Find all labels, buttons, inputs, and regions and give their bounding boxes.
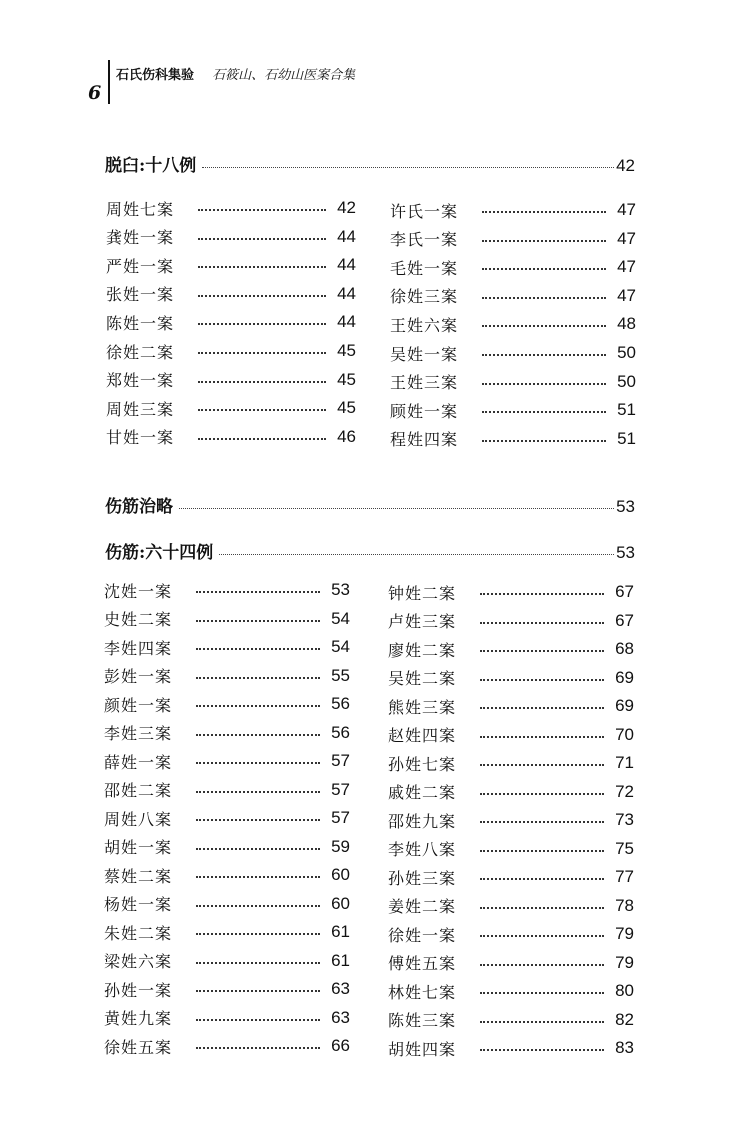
- leader-dots: [482, 411, 606, 413]
- entry-page: 60: [331, 865, 350, 884]
- entry-page: 83: [615, 1038, 634, 1057]
- toc-entry: [388, 808, 634, 832]
- leader-dots: [482, 354, 606, 356]
- section-title: 伤筋治略: [105, 497, 173, 517]
- leader-dots: [196, 648, 320, 650]
- entry-page: 56: [331, 694, 350, 713]
- toc-entry: [388, 694, 634, 718]
- leader-dots: [196, 848, 320, 850]
- entry-name: 戚姓二案: [388, 783, 457, 802]
- entry-name: 徐姓一案: [388, 925, 457, 945]
- leader-dots: [196, 620, 320, 622]
- toc-entry: [106, 339, 356, 363]
- leader-dots: [480, 992, 604, 994]
- toc-entry: [388, 609, 634, 633]
- entry-name: 龚姓一案: [106, 228, 175, 248]
- entry-page: 80: [615, 981, 634, 1000]
- entry-name: 李氏一案: [390, 230, 459, 250]
- leader-dots: [480, 907, 604, 909]
- entry-page: 42: [337, 198, 356, 217]
- leader-dots: [196, 933, 320, 935]
- toc-entry: [390, 341, 636, 365]
- entry-name: 沈姓一案: [104, 581, 173, 601]
- toc-entry: [106, 310, 356, 334]
- entry-page: 78: [615, 895, 634, 915]
- toc-entry: [106, 396, 356, 420]
- toc-entry: [104, 1006, 350, 1030]
- entry-page: 54: [331, 637, 350, 656]
- entry-name: 薛姓一案: [104, 752, 173, 772]
- entry-page: 50: [617, 371, 636, 391]
- leader-dots: [480, 1049, 604, 1051]
- toc-entry: [388, 837, 634, 861]
- leader-dots: [202, 167, 614, 168]
- toc-entry: [388, 637, 634, 661]
- leader-dots: [480, 793, 604, 795]
- leader-dots: [480, 964, 604, 966]
- entry-page: 50: [617, 343, 636, 362]
- toc-entry: [104, 635, 350, 659]
- entry-name: 徐姓五案: [104, 1037, 173, 1057]
- toc-entry: [388, 580, 634, 604]
- leader-dots: [198, 352, 326, 354]
- leader-dots: [480, 821, 604, 823]
- leader-dots: [482, 211, 606, 213]
- running-header: [116, 64, 355, 83]
- leader-dots: [482, 440, 606, 442]
- entry-name: 颜姓一案: [104, 695, 173, 715]
- entry-name: 孙姓三案: [388, 868, 457, 888]
- toc-entry: [390, 227, 636, 251]
- toc-entry: [388, 780, 634, 804]
- entry-page: 47: [617, 285, 636, 305]
- entry-name: 孙姓七案: [388, 754, 457, 774]
- toc-entry: [388, 1036, 634, 1060]
- section-heading-tendon-treatment: [105, 491, 635, 517]
- entry-name: 许氏一案: [390, 201, 459, 221]
- entry-page: 47: [617, 257, 636, 277]
- toc-entry: [106, 425, 356, 449]
- entry-name: 陈姓一案: [106, 313, 175, 333]
- entry-page: 67: [615, 582, 634, 601]
- entry-name: 史姓二案: [104, 610, 173, 629]
- entry-page: 63: [331, 1007, 350, 1027]
- entry-page: 61: [331, 950, 350, 970]
- entry-name: 孙姓一案: [104, 980, 173, 1000]
- toc-entry: [388, 751, 634, 775]
- toc-entry: [104, 806, 350, 830]
- leader-dots: [198, 266, 326, 268]
- leader-dots: [482, 268, 606, 270]
- leader-dots: [482, 325, 606, 327]
- entry-page: 44: [337, 226, 356, 246]
- book-title: 石氏伤科集验: [116, 68, 195, 83]
- leader-dots: [196, 762, 320, 764]
- leader-dots: [480, 736, 604, 738]
- leader-dots: [196, 876, 320, 878]
- entry-page: 45: [337, 369, 356, 389]
- entry-page: 61: [331, 922, 350, 941]
- entry-page: 79: [615, 952, 634, 972]
- leader-dots: [196, 1019, 320, 1021]
- toc-entry: [104, 578, 350, 602]
- entry-name: 周姓三案: [106, 399, 175, 419]
- header-rule: [108, 60, 110, 104]
- entry-page: 69: [615, 696, 634, 715]
- toc-entry: [104, 892, 350, 916]
- section-heading-tendon: [105, 537, 635, 563]
- entry-name: 顾姓一案: [390, 401, 459, 421]
- entry-name: 王姓六案: [390, 315, 459, 335]
- book-subtitle: 石筱山、石幼山医案合集: [212, 68, 356, 83]
- entry-page: 82: [615, 1009, 634, 1029]
- toc-entry: [388, 951, 634, 975]
- leader-dots: [196, 734, 320, 736]
- leader-dots: [480, 764, 604, 766]
- entry-page: 47: [617, 200, 636, 219]
- entry-name: 胡姓四案: [388, 1039, 457, 1059]
- entry-name: 黄姓九案: [104, 1009, 173, 1028]
- entry-page: 54: [331, 608, 350, 628]
- leader-dots: [196, 962, 320, 964]
- leader-dots: [219, 554, 614, 555]
- section-title: 脱臼:十八例: [105, 156, 197, 176]
- toc-entry: [106, 282, 356, 306]
- toc-entry: [388, 1008, 634, 1032]
- entry-page: 48: [617, 314, 636, 334]
- toc-entry: [104, 664, 350, 688]
- leader-dots: [198, 323, 326, 325]
- toc-entry: [104, 863, 350, 887]
- toc-entry: [106, 253, 356, 277]
- entry-page: 57: [331, 751, 350, 770]
- entry-name: 彭姓一案: [104, 667, 173, 686]
- toc-entry: [390, 398, 636, 422]
- entry-name: 赵姓四案: [388, 726, 457, 745]
- toc-entry: [104, 977, 350, 1001]
- entry-name: 朱姓二案: [104, 923, 173, 943]
- entry-page: 44: [337, 283, 356, 303]
- toc-entry: [104, 721, 350, 745]
- entry-page: 46: [337, 426, 356, 446]
- entry-name: 甘姓一案: [106, 428, 175, 448]
- toc-entry: [106, 368, 356, 392]
- entry-page: 71: [615, 753, 634, 772]
- section-page: 53: [616, 497, 635, 516]
- entry-name: 李姓四案: [104, 638, 173, 658]
- leader-dots: [196, 591, 320, 593]
- leader-dots: [482, 297, 606, 299]
- leader-dots: [196, 819, 320, 821]
- entry-name: 徐姓三案: [390, 287, 459, 307]
- toc-entry: [104, 835, 350, 859]
- toc-entry: [388, 894, 634, 918]
- entry-name: 廖姓二案: [388, 640, 457, 660]
- entry-name: 张姓一案: [106, 285, 175, 305]
- leader-dots: [480, 1021, 604, 1023]
- entry-page: 44: [337, 312, 356, 332]
- toc-entry: [388, 723, 634, 747]
- entry-page: 70: [615, 724, 634, 744]
- leader-dots: [480, 593, 604, 595]
- leader-dots: [480, 707, 604, 709]
- entry-page: 57: [331, 808, 350, 827]
- entry-page: 77: [615, 867, 634, 886]
- entry-page: 73: [615, 810, 634, 829]
- entry-page: 60: [331, 893, 350, 913]
- toc-entry: [388, 865, 634, 889]
- section-title: 伤筋:六十四例: [105, 543, 214, 563]
- leader-dots: [196, 990, 320, 992]
- toc-entry: [390, 284, 636, 308]
- toc-entry: [104, 920, 350, 944]
- entry-name: 李姓八案: [388, 840, 457, 859]
- entry-page: 55: [331, 665, 350, 685]
- toc-entry: [104, 692, 350, 716]
- toc-entry: [104, 949, 350, 973]
- entry-page: 59: [331, 836, 350, 856]
- page-number: 6: [88, 82, 102, 104]
- leader-dots: [480, 850, 604, 852]
- leader-dots: [198, 238, 326, 240]
- toc-entry: [106, 196, 356, 220]
- toc-entry: [388, 979, 634, 1003]
- entry-name: 蔡姓二案: [104, 866, 173, 886]
- leader-dots: [480, 935, 604, 937]
- entry-page: 45: [337, 341, 356, 360]
- entry-name: 程姓四案: [390, 430, 459, 450]
- toc-entry: [104, 749, 350, 773]
- entry-name: 钟姓二案: [388, 583, 457, 603]
- entry-page: 66: [331, 1036, 350, 1055]
- entry-name: 卢姓三案: [388, 612, 457, 631]
- entry-name: 郑姓一案: [106, 371, 175, 391]
- entry-name: 徐姓二案: [106, 342, 175, 362]
- leader-dots: [480, 622, 604, 624]
- leader-dots: [482, 383, 606, 385]
- entry-page: 72: [615, 781, 634, 801]
- entry-name: 胡姓一案: [104, 838, 173, 857]
- entry-name: 李姓三案: [104, 724, 173, 743]
- entry-page: 69: [615, 667, 634, 687]
- leader-dots: [198, 295, 326, 297]
- entry-name: 吴姓一案: [390, 344, 459, 364]
- entry-name: 王姓三案: [390, 373, 459, 393]
- entry-page: 56: [331, 722, 350, 742]
- toc-entry: [390, 427, 636, 451]
- leader-dots: [482, 240, 606, 242]
- entry-page: 68: [615, 639, 634, 658]
- entry-name: 毛姓一案: [390, 258, 459, 278]
- entry-name: 严姓一案: [106, 256, 175, 276]
- leader-dots: [179, 508, 614, 509]
- toc-entry: [388, 922, 634, 946]
- entry-page: 57: [331, 779, 350, 799]
- leader-dots: [480, 878, 604, 880]
- section-heading-dislocation: [105, 150, 635, 176]
- entry-page: 67: [615, 610, 634, 630]
- entry-name: 杨姓一案: [104, 895, 173, 914]
- leader-dots: [480, 650, 604, 652]
- leader-dots: [198, 381, 326, 383]
- leader-dots: [480, 679, 604, 681]
- entry-name: 邵姓九案: [388, 811, 457, 831]
- leader-dots: [196, 677, 320, 679]
- entry-page: 75: [615, 838, 634, 858]
- leader-dots: [198, 209, 326, 211]
- entry-name: 傅姓五案: [388, 954, 457, 973]
- entry-name: 周姓七案: [106, 199, 175, 219]
- leader-dots: [196, 905, 320, 907]
- entry-name: 梁姓六案: [104, 952, 173, 971]
- entry-page: 44: [337, 255, 356, 275]
- toc-entry: [388, 666, 634, 690]
- entry-name: 吴姓二案: [388, 669, 457, 688]
- leader-dots: [196, 705, 320, 707]
- entry-page: 45: [337, 398, 356, 418]
- entry-name: 熊姓三案: [388, 697, 457, 717]
- toc-entry: [104, 607, 350, 631]
- entry-page: 79: [615, 924, 634, 943]
- entry-page: 63: [331, 979, 350, 998]
- entry-page: 51: [617, 400, 636, 420]
- section-page: 42: [616, 156, 635, 175]
- entry-name: 陈姓三案: [388, 1011, 457, 1030]
- toc-entry: [390, 312, 636, 336]
- leader-dots: [198, 438, 326, 440]
- toc-entry: [104, 1034, 350, 1058]
- entry-page: 51: [617, 428, 636, 448]
- section-page: 53: [616, 543, 635, 562]
- leader-dots: [196, 1047, 320, 1049]
- toc-entry: [104, 778, 350, 802]
- toc-entry: [390, 370, 636, 394]
- entry-name: 周姓八案: [104, 809, 173, 829]
- entry-page: 47: [617, 228, 636, 248]
- toc-entry: [106, 225, 356, 249]
- entry-name: 邵姓二案: [104, 781, 173, 800]
- leader-dots: [196, 791, 320, 793]
- entry-page: 53: [331, 580, 350, 599]
- toc-entry: [390, 198, 636, 222]
- leader-dots: [198, 409, 326, 411]
- entry-name: 林姓七案: [388, 982, 457, 1002]
- entry-name: 姜姓二案: [388, 897, 457, 916]
- toc-entry: [390, 255, 636, 279]
